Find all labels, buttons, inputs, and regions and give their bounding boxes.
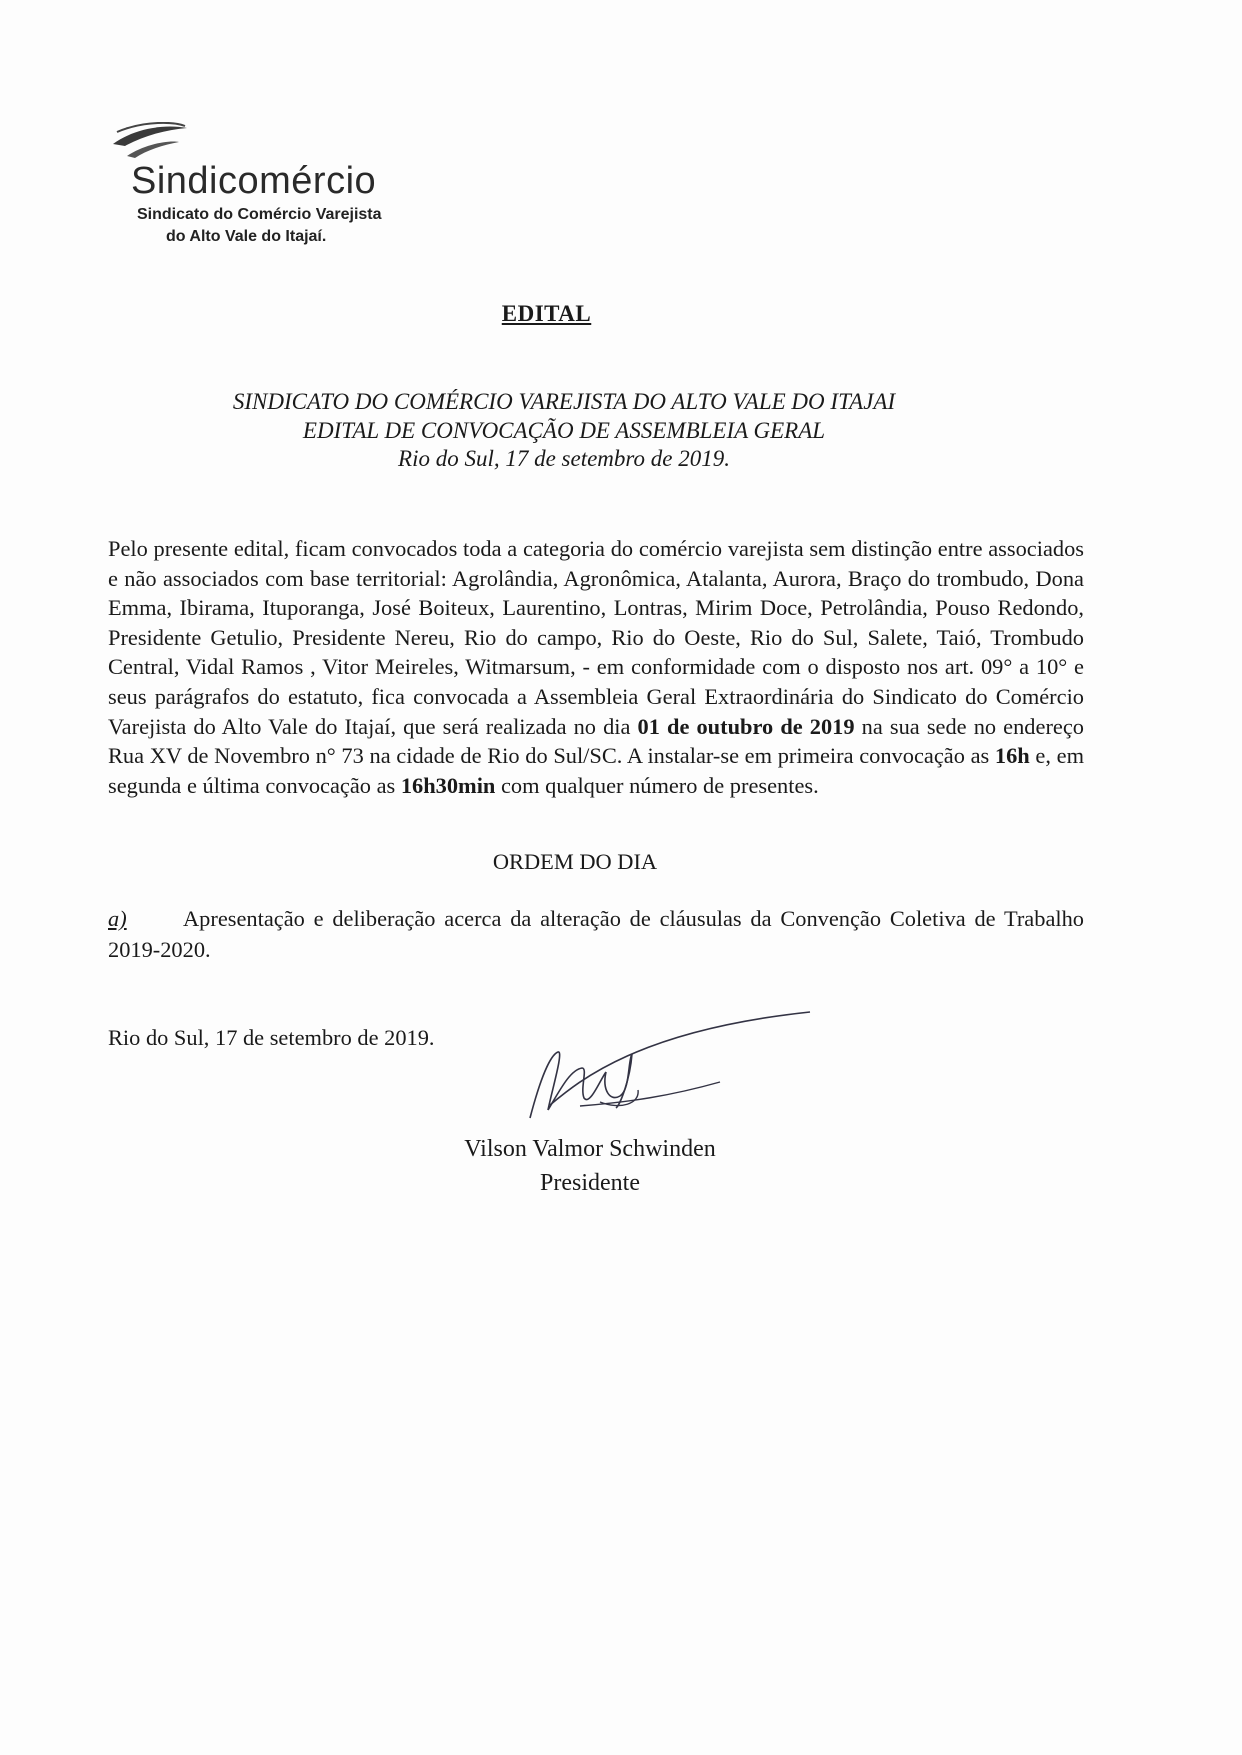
agenda-title: ORDEM DO DIA [492,849,658,874]
body-text-first-call-time: 16h [994,743,1030,769]
agenda-item-marker: a) [108,906,127,931]
signer-name: Vilson Valmor Schwinden [464,1136,716,1162]
signer-role: Presidente [540,1170,640,1196]
document-title: EDITAL [501,301,592,326]
body-text-part1: Pelo presente edital, ficam convocados toda a categoria do comércio varejista sem distinção entre associados e não associados com base territorial: Agrolândia, Agronômica, Atalanta, Aurora, Braço do trombudo, Dona Emma, Ibirama, Ituporanga, José Boiteux, Laurentino, Lontras, Mirim Doce, Petrolândia, Pouso Redondo, Presidente Getulio, Presidente Nereu, Rio do campo, Rio do Oeste, Rio do Sul, Salete, Taió, Trombudo Central, Vidal Ramos , Vitor Meireles, Witmarsum, - em conformidade com o disposto nos art. 09° a 10° e seus parágrafos do estatuto, fica convocada a Assembleia Geral Extraordinária do Sindicato do Comércio Varejista do Alto Vale do Itajaí, que será realizada no dia [108,536,1084,739]
agenda-item [108,903,1084,965]
agenda-item-text: Apresentação e deliberação acerca da alteração de cláusulas da Convenção Coletiva de Trabalho 2019-2020. [108,906,1084,962]
handwritten-signature [520,1010,820,1140]
body-text-part4: com qualquer número de presentes. [495,772,819,798]
body-text-part2: na sua sede no endereço Rua XV de Novembro n° 73 na cidade de Rio do Sul/SC. A instalar-se em primeira convocação as [108,713,1084,769]
logo-subtitle-line1: Sindicato do Comércio Varejista [137,206,382,223]
body-text-second-call-time: 16h30min [400,772,496,798]
body-text-meeting-date: 01 de outubro de 2019 [637,713,855,739]
heading-organization: SINDICATO DO COMÉRCIO VAREJISTA DO ALTO VALE DO ITAJAI [232,389,896,414]
heading-convocation: EDITAL DE CONVOCAÇÃO DE ASSEMBLEIA GERAL [302,418,826,443]
closing-date: Rio do Sul, 17 de setembro de 2019. [108,1025,435,1050]
heading-date: Rio do Sul, 17 de setembro de 2019. [398,446,730,471]
body-paragraph [108,534,1084,800]
logo-subtitle-line2: do Alto Vale do Itajaí. [166,228,327,245]
logo-name: Sindicomércio [131,160,377,202]
sindicomercio-logo [105,122,405,252]
body-text-part3: e, em segunda e última convocação as [108,743,1084,798]
